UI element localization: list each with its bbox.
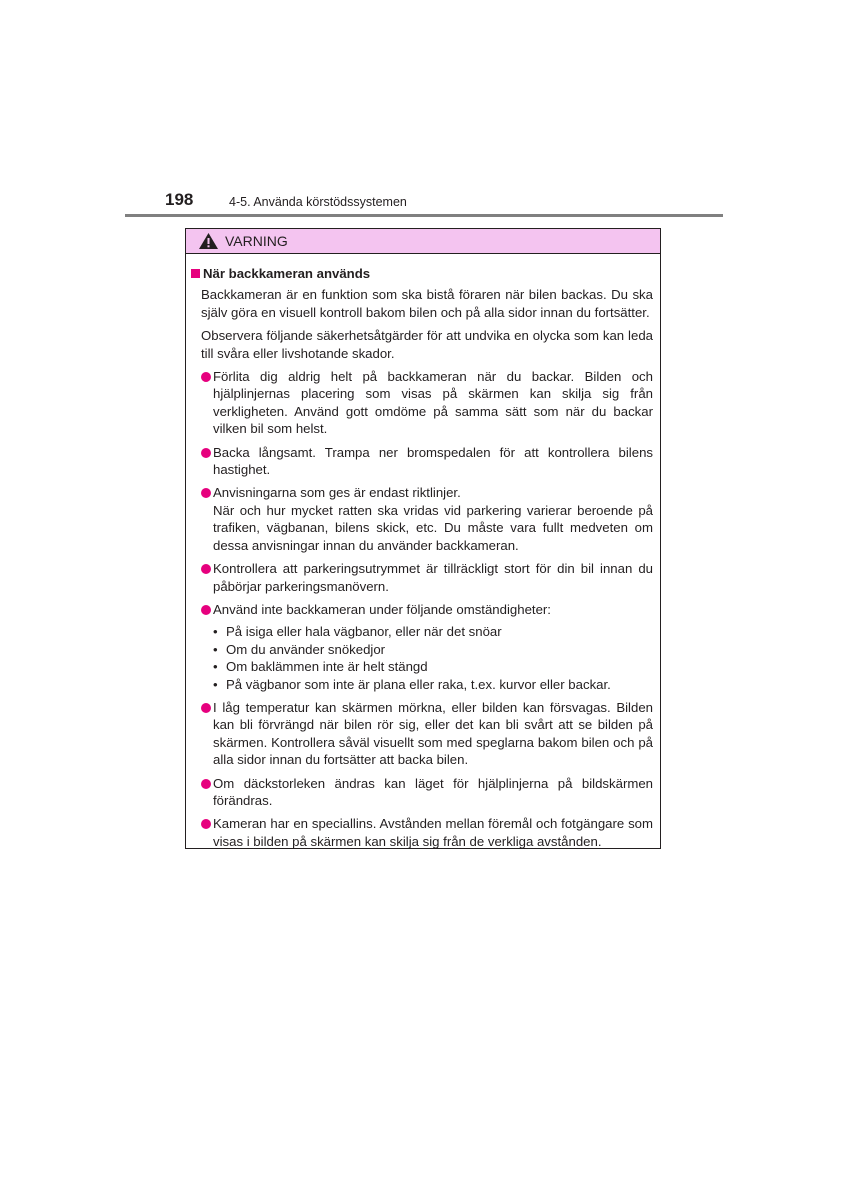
circle-bullet-icon bbox=[201, 779, 211, 789]
bullet-text: Anvisningarna som ges är endast riktlinjer. bbox=[213, 485, 461, 501]
page-number: 198 bbox=[165, 190, 194, 209]
bullet-text: Kameran har en speciallins. Avstånden mellan föremål och fotgängare som visas i bilden på skärmen kan skilja sig från de verkliga avstånden. bbox=[213, 816, 653, 849]
bullet-text: I låg temperatur kan skärmen mörkna, eller bilden kan försvagas. Bilden kan bli förvrängd när bilen rör sig, eller det kan bli svårt att se bilden på skärmen. Kontrollera såväl visuellt som med speglarna bakom bilen och på alla sidor innan du fortsätter att backa bilen. bbox=[213, 699, 653, 768]
bullet-item bbox=[213, 560, 653, 595]
bullet-item bbox=[213, 368, 653, 438]
heading-text: När backkameran används bbox=[203, 266, 371, 281]
condition-item: • Om baklämmen inte är helt stängd bbox=[213, 658, 662, 675]
square-bullet-icon bbox=[191, 269, 200, 278]
warning-label: VARNING bbox=[225, 233, 288, 249]
circle-bullet-icon bbox=[201, 564, 211, 574]
section-title: 4-5. Använda körstödssystemen bbox=[229, 195, 407, 209]
bullet-item bbox=[213, 601, 653, 618]
bullet-item bbox=[213, 699, 653, 769]
bullet-text: Förlita dig aldrig helt på backkameran när du backar. Bilden och hjälplinjernas placering som visas på skärmen kan skilja sig från verkligheten. Använd gott omdöme på samma sätt som när du backar vilken bil som helst. bbox=[213, 369, 653, 437]
warning-heading bbox=[191, 265, 662, 282]
bullet-text: Om däckstorleken ändras kan läget för hjälplinjerna på bildskärmen förändras. bbox=[213, 775, 653, 808]
bullet-text: Kontrollera att parkeringsutrymmet är tillräckligt stort för din bil innan du påbörjar parkeringsmanövern. bbox=[213, 561, 653, 594]
warning-box bbox=[185, 228, 661, 849]
circle-bullet-icon bbox=[201, 703, 211, 713]
condition-item: • På isiga eller hala vägbanor, eller när det snöar bbox=[213, 623, 662, 640]
circle-bullet-icon bbox=[201, 819, 211, 829]
bullet-item bbox=[213, 775, 653, 810]
bullet-text: Backa långsamt. Trampa ner bromspedalen för att kontrollera bilens hastighet. bbox=[213, 444, 653, 478]
bullet-item bbox=[213, 444, 653, 479]
circle-bullet-icon bbox=[201, 488, 211, 498]
intro-paragraph: Observera följande säkerhetsåtgärder för att undvika en olycka som kan leda till svåra eller livshotande skador. bbox=[201, 328, 653, 361]
conditions-list bbox=[213, 623, 662, 693]
page-header bbox=[125, 190, 723, 220]
condition-item: • Om du använder snökedjor bbox=[213, 641, 662, 658]
warning-content bbox=[186, 265, 662, 850]
bullet-text: Använd inte backkameran under följande omständigheter: bbox=[213, 601, 551, 617]
condition-item: • På vägbanor som inte är plana eller raka, t.ex. kurvor eller backar. bbox=[213, 676, 662, 693]
warning-header bbox=[186, 229, 660, 254]
warning-triangle-icon bbox=[198, 232, 219, 250]
intro-paragraph: Backkameran är en funktion som ska bistå föraren när bilen backas. Du ska själv göra en visuell kontroll bakom bilen och på alla sidor innan du fortsätter. bbox=[201, 287, 653, 320]
header-divider bbox=[125, 214, 723, 217]
circle-bullet-icon bbox=[201, 372, 211, 382]
circle-bullet-icon bbox=[201, 448, 211, 458]
bullet-continuation: När och hur mycket ratten ska vridas vid parkering varierar beroende på trafiken, vägbanan, bilens skick, etc. Du måste vara fullt medveten om dessa anvisningar innan du använder backkameran. bbox=[213, 502, 653, 553]
bullet-item bbox=[213, 815, 653, 850]
circle-bullet-icon bbox=[201, 605, 211, 615]
bullet-item bbox=[213, 484, 653, 554]
